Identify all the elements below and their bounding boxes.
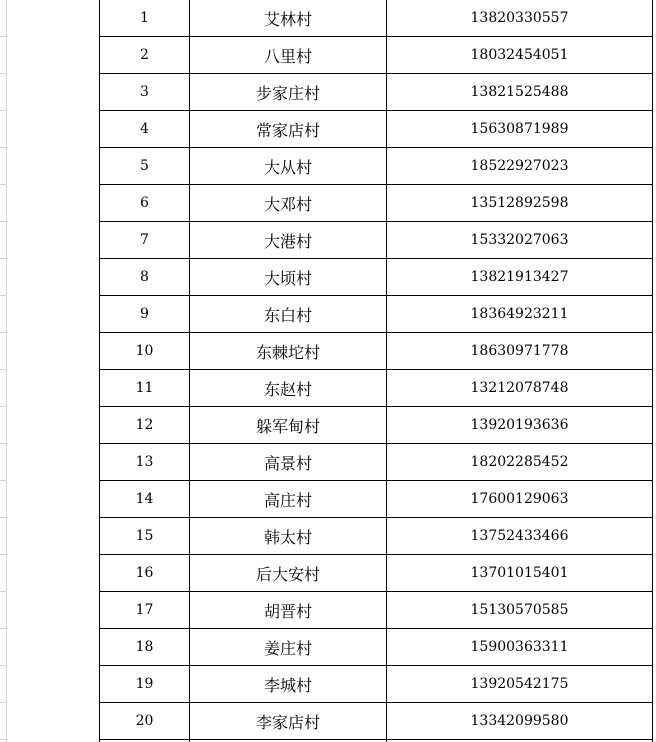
gridline-tick xyxy=(0,295,6,296)
village-name-cell[interactable]: 步家庄村 xyxy=(190,74,387,111)
gridline-tick xyxy=(0,517,6,518)
phone-number-cell[interactable]: 15130570585 xyxy=(387,592,653,629)
village-name-cell[interactable]: 韩太村 xyxy=(190,518,387,555)
village-name-cell[interactable]: 大顷村 xyxy=(190,259,387,296)
village-name-cell[interactable]: 艾林村 xyxy=(190,0,387,37)
table-row xyxy=(100,222,653,259)
gridline-tick xyxy=(0,628,6,629)
village-name-cell[interactable]: 后大安村 xyxy=(190,555,387,592)
gridline-tick xyxy=(0,73,6,74)
gridline-tick xyxy=(0,739,6,740)
table-row xyxy=(100,148,653,185)
row-number-cell[interactable]: 3 xyxy=(100,74,190,111)
row-number-cell[interactable]: 11 xyxy=(100,370,190,407)
table-row xyxy=(100,37,653,74)
phone-number-cell[interactable]: 15332027063 xyxy=(387,222,653,259)
table-row xyxy=(100,185,653,222)
row-number-cell[interactable]: 10 xyxy=(100,333,190,370)
row-number-cell[interactable]: 18 xyxy=(100,629,190,666)
village-name-cell[interactable]: 高庄村 xyxy=(190,481,387,518)
gridline-tick xyxy=(0,184,6,185)
gridline-tick xyxy=(0,258,6,259)
row-number-cell[interactable]: 8 xyxy=(100,259,190,296)
row-number-cell[interactable]: 13 xyxy=(100,444,190,481)
phone-number-cell[interactable]: 13512892598 xyxy=(387,185,653,222)
village-name-cell[interactable]: 八里村 xyxy=(190,37,387,74)
gridline-tick xyxy=(0,443,6,444)
phone-number-cell[interactable]: 18630971778 xyxy=(387,333,653,370)
table-row xyxy=(100,481,653,518)
row-number-cell[interactable]: 19 xyxy=(100,666,190,703)
village-name-cell[interactable]: 东白村 xyxy=(190,296,387,333)
phone-number-cell[interactable]: 13752433466 xyxy=(387,518,653,555)
village-name-cell[interactable]: 高景村 xyxy=(190,444,387,481)
table-row xyxy=(100,407,653,444)
row-number-cell[interactable]: 17 xyxy=(100,592,190,629)
village-name-cell[interactable]: 李家店村 xyxy=(190,703,387,740)
gridline-tick xyxy=(0,591,6,592)
village-name-cell[interactable]: 大邓村 xyxy=(190,185,387,222)
village-name-cell[interactable]: 躲军甸村 xyxy=(190,407,387,444)
row-number-cell[interactable]: 5 xyxy=(100,148,190,185)
village-name-cell[interactable]: 大港村 xyxy=(190,222,387,259)
phone-number-cell[interactable]: 13821525488 xyxy=(387,74,653,111)
table-row xyxy=(100,259,653,296)
village-name-cell[interactable]: 东棘坨村 xyxy=(190,333,387,370)
table-row xyxy=(100,370,653,407)
gridline-tick xyxy=(0,406,6,407)
row-number-cell[interactable]: 7 xyxy=(100,222,190,259)
village-name-cell[interactable]: 胡晋村 xyxy=(190,592,387,629)
village-name-cell[interactable]: 大从村 xyxy=(190,148,387,185)
row-number-cell[interactable]: 14 xyxy=(100,481,190,518)
table-row xyxy=(100,444,653,481)
village-contact-table xyxy=(99,0,653,742)
table-row xyxy=(100,111,653,148)
village-name-cell[interactable]: 东赵村 xyxy=(190,370,387,407)
row-number-cell[interactable]: 20 xyxy=(100,703,190,740)
village-name-cell[interactable]: 常家店村 xyxy=(190,111,387,148)
phone-number-cell[interactable]: 13342099580 xyxy=(387,703,653,740)
row-number-cell[interactable]: 9 xyxy=(100,296,190,333)
row-number-cell[interactable]: 1 xyxy=(100,0,190,37)
gridline-tick xyxy=(0,221,6,222)
village-name-cell[interactable]: 李城村 xyxy=(190,666,387,703)
phone-number-cell[interactable]: 17600129063 xyxy=(387,481,653,518)
phone-number-cell[interactable]: 18522927023 xyxy=(387,148,653,185)
row-number-cell[interactable]: 2 xyxy=(100,37,190,74)
phone-number-cell[interactable]: 13821913427 xyxy=(387,259,653,296)
table-row xyxy=(100,592,653,629)
phone-number-cell[interactable]: 13212078748 xyxy=(387,370,653,407)
table-row xyxy=(100,703,653,740)
row-number-cell[interactable]: 12 xyxy=(100,407,190,444)
phone-number-cell[interactable]: 13820330557 xyxy=(387,0,653,37)
gridline-tick xyxy=(0,480,6,481)
column-gridline xyxy=(6,0,7,742)
table-row xyxy=(100,629,653,666)
table-row xyxy=(100,518,653,555)
gridline-tick xyxy=(0,147,6,148)
row-number-cell[interactable]: 16 xyxy=(100,555,190,592)
gridline-tick xyxy=(0,36,6,37)
phone-number-cell[interactable]: 18032454051 xyxy=(387,37,653,74)
phone-number-cell[interactable]: 13920193636 xyxy=(387,407,653,444)
row-number-cell[interactable]: 6 xyxy=(100,185,190,222)
gridline-tick xyxy=(0,554,6,555)
phone-number-cell[interactable]: 15630871989 xyxy=(387,111,653,148)
table-row xyxy=(100,0,653,37)
table-row xyxy=(100,74,653,111)
table-row xyxy=(100,555,653,592)
gridline-tick xyxy=(0,110,6,111)
gridline-tick xyxy=(0,665,6,666)
phone-number-cell[interactable]: 18364923211 xyxy=(387,296,653,333)
table-row xyxy=(100,296,653,333)
phone-number-cell[interactable]: 18202285452 xyxy=(387,444,653,481)
phone-number-cell[interactable]: 15900363311 xyxy=(387,629,653,666)
table-row xyxy=(100,666,653,703)
row-number-cell[interactable]: 15 xyxy=(100,518,190,555)
phone-number-cell[interactable]: 13920542175 xyxy=(387,666,653,703)
row-number-cell[interactable]: 4 xyxy=(100,111,190,148)
village-name-cell[interactable]: 姜庄村 xyxy=(190,629,387,666)
gridline-tick xyxy=(0,332,6,333)
phone-number-cell[interactable]: 13701015401 xyxy=(387,555,653,592)
table-body xyxy=(100,0,653,742)
gridline-tick xyxy=(0,702,6,703)
gridline-tick xyxy=(0,369,6,370)
table-row xyxy=(100,333,653,370)
